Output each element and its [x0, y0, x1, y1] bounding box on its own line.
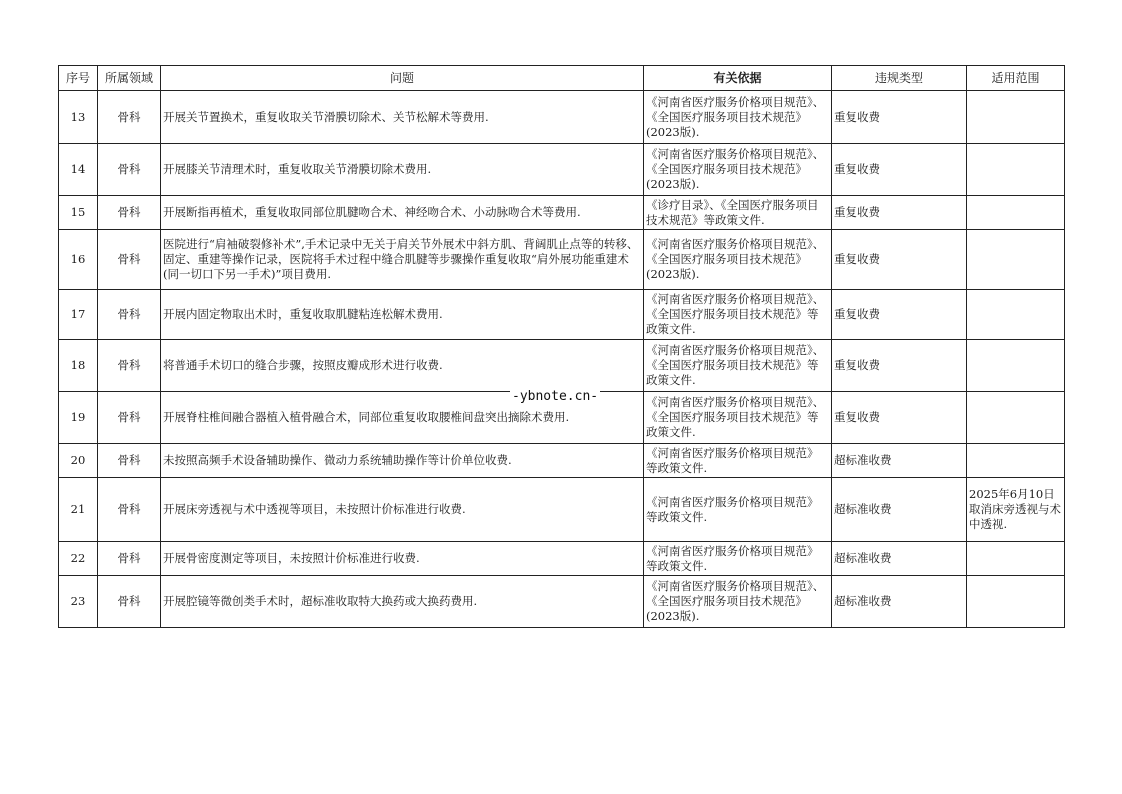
watermark-text: -ybnote.cn-	[512, 389, 599, 404]
row-area: 骨科	[98, 478, 161, 542]
row-basis: 《河南省医疗服务价格项目规范》、《全国医疗服务项目技术规范》等政策文件.	[644, 290, 832, 340]
row-scope	[967, 196, 1065, 230]
row-area: 骨科	[98, 576, 161, 628]
row-area: 骨科	[98, 91, 161, 144]
row-area: 骨科	[98, 340, 161, 392]
row-basis: 《河南省医疗服务价格项目规范》、《全国医疗服务项目技术规范》(2023版).	[644, 144, 832, 196]
header-area: 所属领域	[98, 66, 161, 91]
table-row	[59, 444, 1065, 478]
table-row	[59, 576, 1065, 628]
row-basis: 《河南省医疗服务价格项目规范》、《全国医疗服务项目技术规范》等政策文件.	[644, 392, 832, 444]
row-area: 骨科	[98, 290, 161, 340]
row-basis: 《河南省医疗服务价格项目规范》等政策文件.	[644, 478, 832, 542]
row-scope	[967, 144, 1065, 196]
row-scope	[967, 576, 1065, 628]
table-row	[59, 196, 1065, 230]
row-basis: 《河南省医疗服务价格项目规范》、《全国医疗服务项目技术规范》(2023版).	[644, 91, 832, 144]
row-scope	[967, 542, 1065, 576]
row-issue: 开展床旁透视与术中透视等项目，未按照计价标准进行收费.	[161, 478, 644, 542]
table-row	[59, 230, 1065, 290]
header-violation-type: 违规类型	[832, 66, 967, 91]
header-basis: 有关依据	[644, 66, 832, 91]
row-issue: 将普通手术切口的缝合步骤，按照皮瓣成形术进行收费.	[161, 340, 644, 392]
row-issue: 开展膝关节清理术时，重复收取关节滑膜切除术费用.	[161, 144, 644, 196]
row-area: 骨科	[98, 196, 161, 230]
row-violation-type: 超标准收费	[832, 576, 967, 628]
table-row	[59, 478, 1065, 542]
header-scope: 适用范围	[967, 66, 1065, 91]
row-violation-type: 超标准收费	[832, 542, 967, 576]
row-index: 18	[59, 340, 98, 392]
table-row	[59, 290, 1065, 340]
row-area: 骨科	[98, 392, 161, 444]
regulation-table	[58, 65, 1065, 628]
row-violation-type: 重复收费	[832, 392, 967, 444]
row-basis: 《河南省医疗服务价格项目规范》等政策文件.	[644, 542, 832, 576]
row-violation-type: 超标准收费	[832, 444, 967, 478]
row-basis: 《河南省医疗服务价格项目规范》、《全国医疗服务项目技术规范》等政策文件.	[644, 340, 832, 392]
header-row	[59, 66, 1065, 91]
row-issue: 开展骨密度测定等项目，未按照计价标准进行收费.	[161, 542, 644, 576]
row-index: 14	[59, 144, 98, 196]
row-index: 13	[59, 91, 98, 144]
row-index: 23	[59, 576, 98, 628]
row-scope	[967, 230, 1065, 290]
row-issue: 未按照高频手术设备辅助操作、微动力系统辅助操作等计价单位收费.	[161, 444, 644, 478]
row-scope	[967, 290, 1065, 340]
row-index: 17	[59, 290, 98, 340]
header-index: 序号	[59, 66, 98, 91]
row-scope: 2025年6月10日取消床旁透视与术中透视.	[967, 478, 1065, 542]
row-issue: 开展脊柱椎间融合器植入植骨融合术，同部位重复收取腰椎间盘突出摘除术费用.	[161, 392, 644, 444]
row-basis: 《河南省医疗服务价格项目规范》等政策文件.	[644, 444, 832, 478]
row-index: 16	[59, 230, 98, 290]
row-index: 21	[59, 478, 98, 542]
row-index: 19	[59, 392, 98, 444]
row-basis: 《河南省医疗服务价格项目规范》、《全国医疗服务项目技术规范》(2023版).	[644, 230, 832, 290]
row-violation-type: 重复收费	[832, 144, 967, 196]
row-issue: 医院进行“肩袖破裂修补术”,手术记录中无关于肩关节外展术中斜方肌、背阔肌止点等的转移、固定、重建等操作记录，医院将手术过程中缝合肌腱等步骤操作重复收取“肩外展功能重建术(同一切口下另一手术)”项目费用.	[161, 230, 644, 290]
row-violation-type: 重复收费	[832, 290, 967, 340]
table-row	[59, 340, 1065, 392]
table-row	[59, 91, 1065, 144]
row-issue: 开展腔镜等微创类手术时，超标准收取特大换药或大换药费用.	[161, 576, 644, 628]
row-scope	[967, 392, 1065, 444]
header-issue: 问题	[161, 66, 644, 91]
row-basis: 《河南省医疗服务价格项目规范》、《全国医疗服务项目技术规范》(2023版).	[644, 576, 832, 628]
row-index: 20	[59, 444, 98, 478]
row-area: 骨科	[98, 230, 161, 290]
row-violation-type: 重复收费	[832, 196, 967, 230]
table-row	[59, 144, 1065, 196]
table-row	[59, 542, 1065, 576]
row-issue: 开展关节置换术，重复收取关节滑膜切除术、关节松解术等费用.	[161, 91, 644, 144]
row-basis: 《诊疗目录》、《全国医疗服务项目技术规范》等政策文件.	[644, 196, 832, 230]
row-index: 15	[59, 196, 98, 230]
row-violation-type: 重复收费	[832, 91, 967, 144]
row-area: 骨科	[98, 144, 161, 196]
row-area: 骨科	[98, 444, 161, 478]
row-scope	[967, 444, 1065, 478]
row-issue: 开展内固定物取出术时，重复收取肌腱粘连松解术费用.	[161, 290, 644, 340]
row-area: 骨科	[98, 542, 161, 576]
row-index: 22	[59, 542, 98, 576]
row-violation-type: 超标准收费	[832, 478, 967, 542]
row-scope	[967, 340, 1065, 392]
row-scope	[967, 91, 1065, 144]
row-violation-type: 重复收费	[832, 230, 967, 290]
row-issue: 开展断指再植术，重复收取同部位肌腱吻合术、神经吻合术、小动脉吻合术等费用.	[161, 196, 644, 230]
row-violation-type: 重复收费	[832, 340, 967, 392]
